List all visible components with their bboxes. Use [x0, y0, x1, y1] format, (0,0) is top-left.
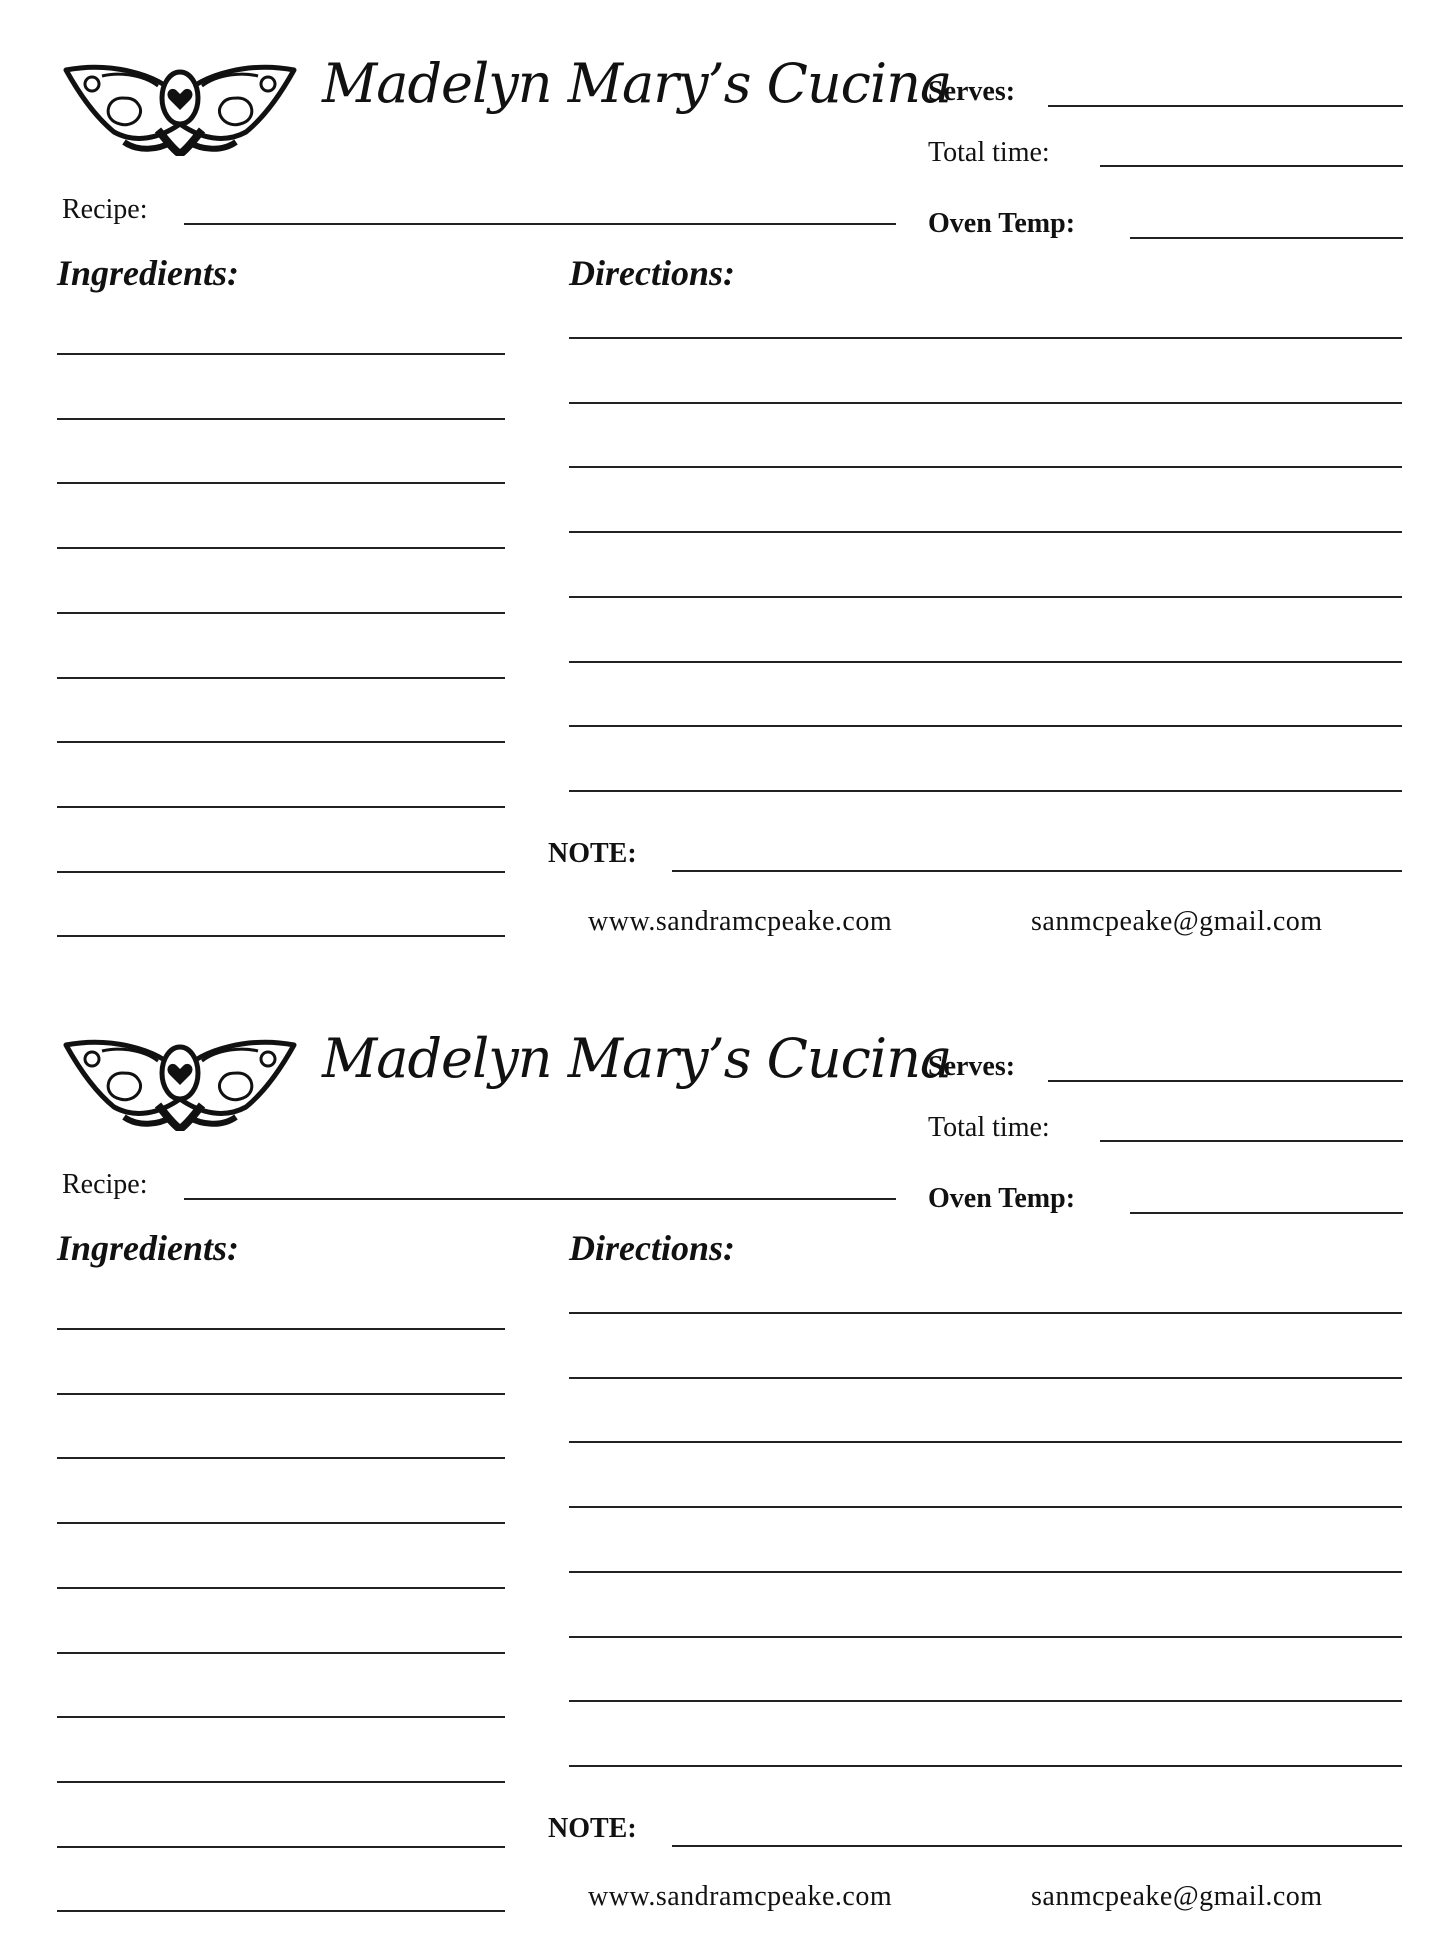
ingredient-line[interactable] [57, 1522, 505, 1524]
serves-field[interactable] [1048, 1080, 1403, 1082]
note-field[interactable] [672, 870, 1402, 872]
direction-line[interactable] [569, 596, 1402, 598]
direction-line[interactable] [569, 725, 1402, 727]
direction-line[interactable] [569, 1441, 1402, 1443]
oven-temp-field[interactable] [1130, 237, 1403, 239]
direction-line[interactable] [569, 1700, 1402, 1702]
ingredient-line[interactable] [57, 806, 505, 808]
note-field[interactable] [672, 1845, 1402, 1847]
recipe-label: Recipe: [62, 194, 148, 225]
serves-field[interactable] [1048, 105, 1403, 107]
email-link[interactable]: sanmcpeake@gmail.com [1031, 906, 1323, 937]
ingredient-line[interactable] [57, 935, 505, 937]
total-time-field[interactable] [1100, 1140, 1403, 1142]
butterfly-logo-icon [62, 58, 298, 156]
direction-line[interactable] [569, 661, 1402, 663]
direction-line[interactable] [569, 1377, 1402, 1379]
note-label: NOTE: [548, 838, 637, 869]
recipe-label: Recipe: [62, 1169, 148, 1200]
serves-label: Serves: [928, 76, 1016, 107]
ingredient-line[interactable] [57, 1846, 505, 1848]
ingredient-line[interactable] [57, 677, 505, 679]
ingredients-heading: Ingredients: [57, 253, 240, 293]
ingredient-line[interactable] [57, 1457, 505, 1459]
ingredient-line[interactable] [57, 1781, 505, 1783]
brand-title: Madelyn Mary’s Cucina [322, 52, 952, 115]
ingredient-line[interactable] [57, 612, 505, 614]
direction-line[interactable] [569, 1571, 1402, 1573]
direction-line[interactable] [569, 402, 1402, 404]
total-time-label: Total time: [928, 137, 1050, 168]
direction-line[interactable] [569, 1636, 1402, 1638]
ingredient-line[interactable] [57, 1910, 505, 1912]
website-link[interactable]: www.sandramcpeake.com [588, 1881, 893, 1912]
ingredient-line[interactable] [57, 1328, 505, 1330]
note-label: NOTE: [548, 1813, 637, 1844]
email-link[interactable]: sanmcpeake@gmail.com [1031, 1881, 1323, 1912]
ingredient-line[interactable] [57, 741, 505, 743]
serves-label: Serves: [928, 1051, 1016, 1082]
ingredient-line[interactable] [57, 1587, 505, 1589]
total-time-field[interactable] [1100, 165, 1403, 167]
direction-line[interactable] [569, 790, 1402, 792]
ingredient-line[interactable] [57, 1716, 505, 1718]
ingredient-line[interactable] [57, 482, 505, 484]
directions-heading: Directions: [569, 1228, 735, 1268]
ingredient-line[interactable] [57, 418, 505, 420]
directions-heading: Directions: [569, 253, 735, 293]
direction-line[interactable] [569, 1312, 1402, 1314]
ingredients-heading: Ingredients: [57, 1228, 240, 1268]
oven-temp-label: Oven Temp: [928, 208, 1076, 239]
butterfly-logo-icon [62, 1033, 298, 1131]
direction-line[interactable] [569, 531, 1402, 533]
ingredient-line[interactable] [57, 1652, 505, 1654]
total-time-label: Total time: [928, 1112, 1050, 1143]
oven-temp-field[interactable] [1130, 1212, 1403, 1214]
ingredient-line[interactable] [57, 547, 505, 549]
oven-temp-label: Oven Temp: [928, 1183, 1076, 1214]
direction-line[interactable] [569, 1506, 1402, 1508]
direction-line[interactable] [569, 1765, 1402, 1767]
brand-title: Madelyn Mary’s Cucina [322, 1027, 952, 1090]
ingredient-line[interactable] [57, 353, 505, 355]
direction-line[interactable] [569, 466, 1402, 468]
ingredient-line[interactable] [57, 871, 505, 873]
recipe-card-2 [0, 975, 1445, 1950]
ingredient-line[interactable] [57, 1393, 505, 1395]
recipe-field[interactable] [184, 1198, 896, 1200]
recipe-field[interactable] [184, 223, 896, 225]
website-link[interactable]: www.sandramcpeake.com [588, 906, 893, 937]
direction-line[interactable] [569, 337, 1402, 339]
